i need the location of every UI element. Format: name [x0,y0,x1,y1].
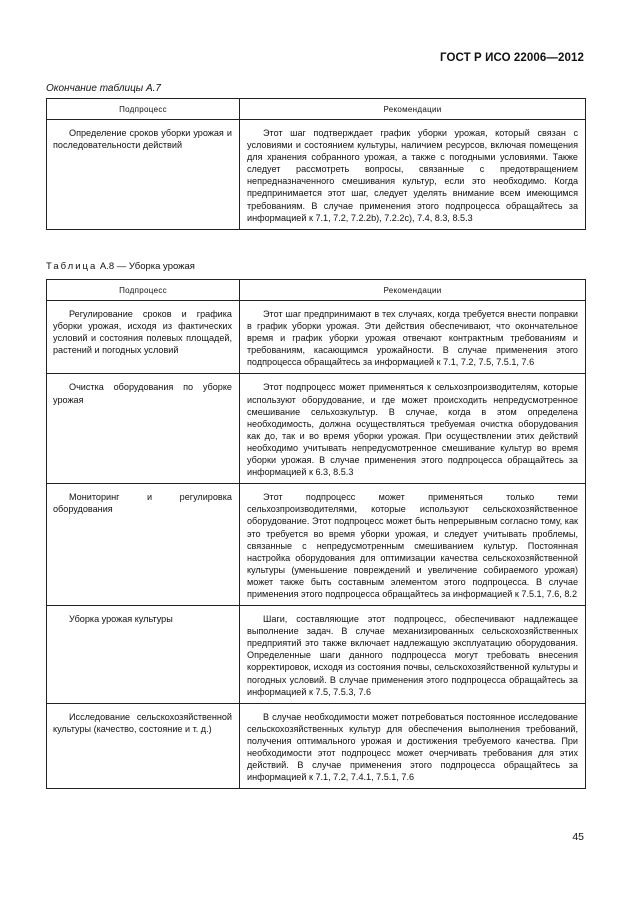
table-header-row [47,99,586,120]
recommendation-cell [240,484,586,606]
table-row [47,301,586,374]
table-a7 [46,98,586,230]
table-a8-caption-title: А.8 — Уборка урожая [99,261,195,272]
column-header-recommendations: Рекомендации [240,280,586,301]
subprocess-text: Исследование сельскохозяйственной культуры (качество, состояние и т. д.) [53,711,232,734]
column-header-subprocess: Подпроцесс [47,280,240,301]
column-header-subprocess: Подпроцесс [47,99,240,120]
table-row [47,120,586,230]
recommendation-cell [240,301,586,374]
recommendation-text: В случае необходимости может потребоваться постоянное исследование сельскохозяйственных культур для обеспечения выполнения требований, получения оптимального урожая и достижения требуемого качества. При необходимости этот подпроцесс может очерчивать требования для этих действий. В случае применения этого подпроцесса обращайтесь за информацией к 7.1, 7.2, 7.4.1, 7.5.1, 7.6 [247,711,578,783]
recommendation-cell [240,120,586,230]
subprocess-cell [47,703,240,789]
table-row [47,703,586,789]
table-row [47,374,586,484]
recommendation-cell [240,606,586,704]
subprocess-text: Определение сроков уборки урожая и последовательности действий [53,128,232,151]
table-a8-caption [46,261,195,272]
recommendation-text: Этот шаг предпринимают в тех случаях, когда требуется внести поправки в график уборки урожая. Эти действия обеспечивают, что окончательное время и график уборки урожая отвечают контрактным требованиям и требованиям, касающимся урожайности. В случае применения этого подпроцесса обращайтесь за информацией к 7.1, 7.2, 7.5, 7.5.1, 7.6 [247,309,578,368]
subprocess-text: Уборка урожая культуры [69,614,173,625]
recommendation-text: Этот подпроцесс может применяться только теми сельхозпроизводителями, которые используют сельскохозяйственное оборудование. Этот подпроцесс может быть непрерывным согласно тому, как это требуется во время уборки урожая, и следует учитывать проблемы, связанные с непредусмотренным смешиванием культур. Постоянная настройка оборудования для оптимизации качества сельскохозяйственной культуры (уменьшение повреждений и увеличение собираемого урожая) может также быть составным элементом этого подпроцесса. В случае применения этого подпроцесса обращайтесь за информацией к 7.5.1, 7.6, 8.2 [247,492,578,599]
subprocess-cell [47,484,240,606]
table-row [47,484,586,606]
recommendation-text: Шаги, составляющие этот подпроцесс, обеспечивают надлежащее выполнение задач. В случае механизированных сельскохозяйственных предприятий это также включает надлежащую эксплуатацию оборудования. Определенные шаги данного подпроцесса могут требовать внесения корректировок, исходя из состояния почвы, сельскохозяйственной культуры и погодных условий. В случае применения этого подпроцесса обращайтесь за информацией к 7.5, 7.5.3, 7.6 [247,614,578,697]
subprocess-text: Регулирование сроков и графика уборки урожая, исходя из фактических условий и состояния полевых площадей, растений и погодных условий [53,309,232,356]
subprocess-cell [47,120,240,230]
page-number: 45 [572,831,584,843]
recommendation-cell [240,374,586,484]
table-header-row [47,280,586,301]
subprocess-text: Мониторинг и регулировка оборудования [53,492,232,515]
subprocess-cell [47,301,240,374]
recommendation-text: Этот подпроцесс может применяться к сельхозпроизводителям, которые используют оборудование, и где может происходить непредусмотренное смешивание сельхозкультур. В случае, когда в этом определена необходимость, должна осуществляться требуемая очистка оборудования как до, так и во время уборки урожая. При осуществлении этих действий необходимо учитывать непредусмотренное смешивание культур во время уборки урожая. В случае применения этого подпроцесса обращайтесь за информацией к 6.3, 8.5.3 [247,382,578,478]
table-a7-caption: Окончание таблицы А.7 [46,83,161,94]
subprocess-cell [47,606,240,704]
table-a8 [46,279,586,789]
table-a8-caption-prefix: Таблица [46,261,98,272]
subprocess-text: Очистка оборудования по уборке урожая [53,382,232,405]
document-id: ГОСТ Р ИСО 22006—2012 [439,52,584,64]
table-row [47,606,586,704]
subprocess-cell [47,374,240,484]
recommendation-cell [240,703,586,789]
recommendation-text: Этот шаг подтверждает график уборки урожая, который связан с условиями и состоянием культуры, наличием ресурсов, включая помещения для хранения собранного урожая, а также с погодными условиями. Также следует рассмотреть вопросы, связанные с предотвращением непредназначенного смешивания культур, если это необходимо. Когда предпринимается этот шаг, следует уделять внимание всем имеющимся требованиям. В случае применения этого подпроцесса обращайтесь за информацией к 7.1, 7.2, 7.2.2b), 7.2.2c), 7.4, 8.3, 8.5.3 [247,128,578,223]
column-header-recommendations: Рекомендации [240,99,586,120]
